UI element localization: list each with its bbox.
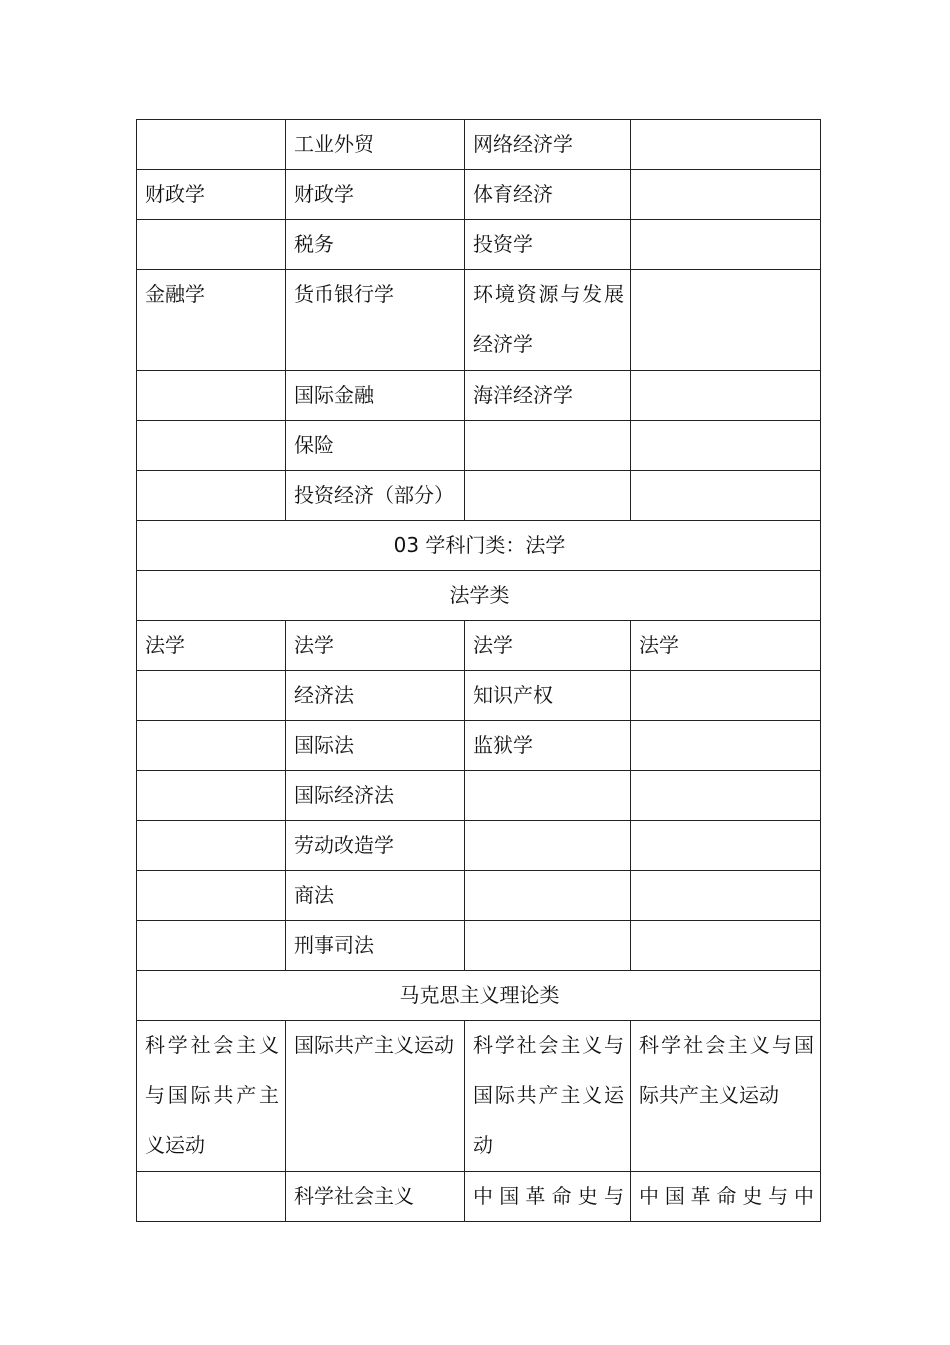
table-cell <box>137 671 286 721</box>
table-cell: 国际经济法 <box>286 771 465 821</box>
table-cell <box>137 721 286 771</box>
table-cell: 金融学 <box>137 270 286 371</box>
table-cell <box>631 671 821 721</box>
table-cell: 法学 <box>286 621 465 671</box>
table-cell: 中国革命史与中 <box>631 1172 821 1222</box>
table-cell: 货币银行学 <box>286 270 465 371</box>
table-cell <box>137 921 286 971</box>
table-row <box>137 671 821 721</box>
table-row <box>137 921 821 971</box>
section-header-row <box>137 521 821 571</box>
table-row <box>137 270 821 371</box>
table-row <box>137 1021 821 1172</box>
table-cell: 财政学 <box>286 170 465 220</box>
table-cell: 法学 <box>465 621 631 671</box>
section-header: 马克思主义理论类 <box>137 971 821 1021</box>
table-cell <box>631 270 821 371</box>
table-row <box>137 471 821 521</box>
section-header-row <box>137 971 821 1021</box>
table-cell: 保险 <box>286 421 465 471</box>
table-cell: 刑事司法 <box>286 921 465 971</box>
table-cell: 科学社会主义与国际共产主义运动 <box>631 1021 821 1172</box>
table-cell: 体育经济 <box>465 170 631 220</box>
table-cell: 国际法 <box>286 721 465 771</box>
table-row <box>137 871 821 921</box>
table-row <box>137 821 821 871</box>
majors-table <box>136 119 821 1222</box>
table-row <box>137 421 821 471</box>
table-row <box>137 371 821 421</box>
table-cell: 投资学 <box>465 220 631 270</box>
table-cell <box>137 220 286 270</box>
table-cell: 投资经济（部分） <box>286 471 465 521</box>
table-cell: 劳动改造学 <box>286 821 465 871</box>
table-cell <box>137 120 286 170</box>
table-cell <box>465 471 631 521</box>
table-cell <box>631 821 821 871</box>
table-row <box>137 1172 821 1222</box>
table-cell <box>631 371 821 421</box>
table-cell <box>137 1172 286 1222</box>
section-header-row <box>137 571 821 621</box>
table-cell: 税务 <box>286 220 465 270</box>
table-row <box>137 721 821 771</box>
section-header: 法学类 <box>137 571 821 621</box>
table-cell <box>465 821 631 871</box>
table-cell: 知识产权 <box>465 671 631 721</box>
table-cell <box>631 771 821 821</box>
table-cell <box>631 220 821 270</box>
table-cell: 科学社会主义与国际共产主义运动 <box>465 1021 631 1172</box>
table-cell: 财政学 <box>137 170 286 220</box>
table-cell <box>631 471 821 521</box>
table-cell <box>465 771 631 821</box>
section-header: 03 学科门类：法学 <box>137 521 821 571</box>
table-cell <box>631 721 821 771</box>
table-cell: 法学 <box>631 621 821 671</box>
table-cell: 监狱学 <box>465 721 631 771</box>
table-cell <box>137 771 286 821</box>
table-row <box>137 771 821 821</box>
table-cell <box>137 421 286 471</box>
table-cell <box>631 120 821 170</box>
table-cell: 科学社会主义与国际共产主义运动 <box>137 1021 286 1172</box>
table-cell: 海洋经济学 <box>465 371 631 421</box>
table-cell: 环境资源与发展经济学 <box>465 270 631 371</box>
table-cell: 中国革命史与 <box>465 1172 631 1222</box>
table-row <box>137 621 821 671</box>
table-cell <box>465 921 631 971</box>
table-cell <box>631 170 821 220</box>
table-cell: 法学 <box>137 621 286 671</box>
table-cell: 经济法 <box>286 671 465 721</box>
table-cell <box>631 871 821 921</box>
table-row <box>137 220 821 270</box>
table-cell: 国际共产主义运动 <box>286 1021 465 1172</box>
table-row <box>137 170 821 220</box>
table-cell <box>465 871 631 921</box>
table-cell <box>137 821 286 871</box>
table-cell <box>137 371 286 421</box>
table-cell: 网络经济学 <box>465 120 631 170</box>
table-cell <box>137 471 286 521</box>
table-cell: 商法 <box>286 871 465 921</box>
table-cell <box>631 421 821 471</box>
table-cell <box>465 421 631 471</box>
table-cell: 工业外贸 <box>286 120 465 170</box>
table-row <box>137 120 821 170</box>
table-cell <box>631 921 821 971</box>
table-cell: 国际金融 <box>286 371 465 421</box>
table-cell: 科学社会主义 <box>286 1172 465 1222</box>
table-cell <box>137 871 286 921</box>
